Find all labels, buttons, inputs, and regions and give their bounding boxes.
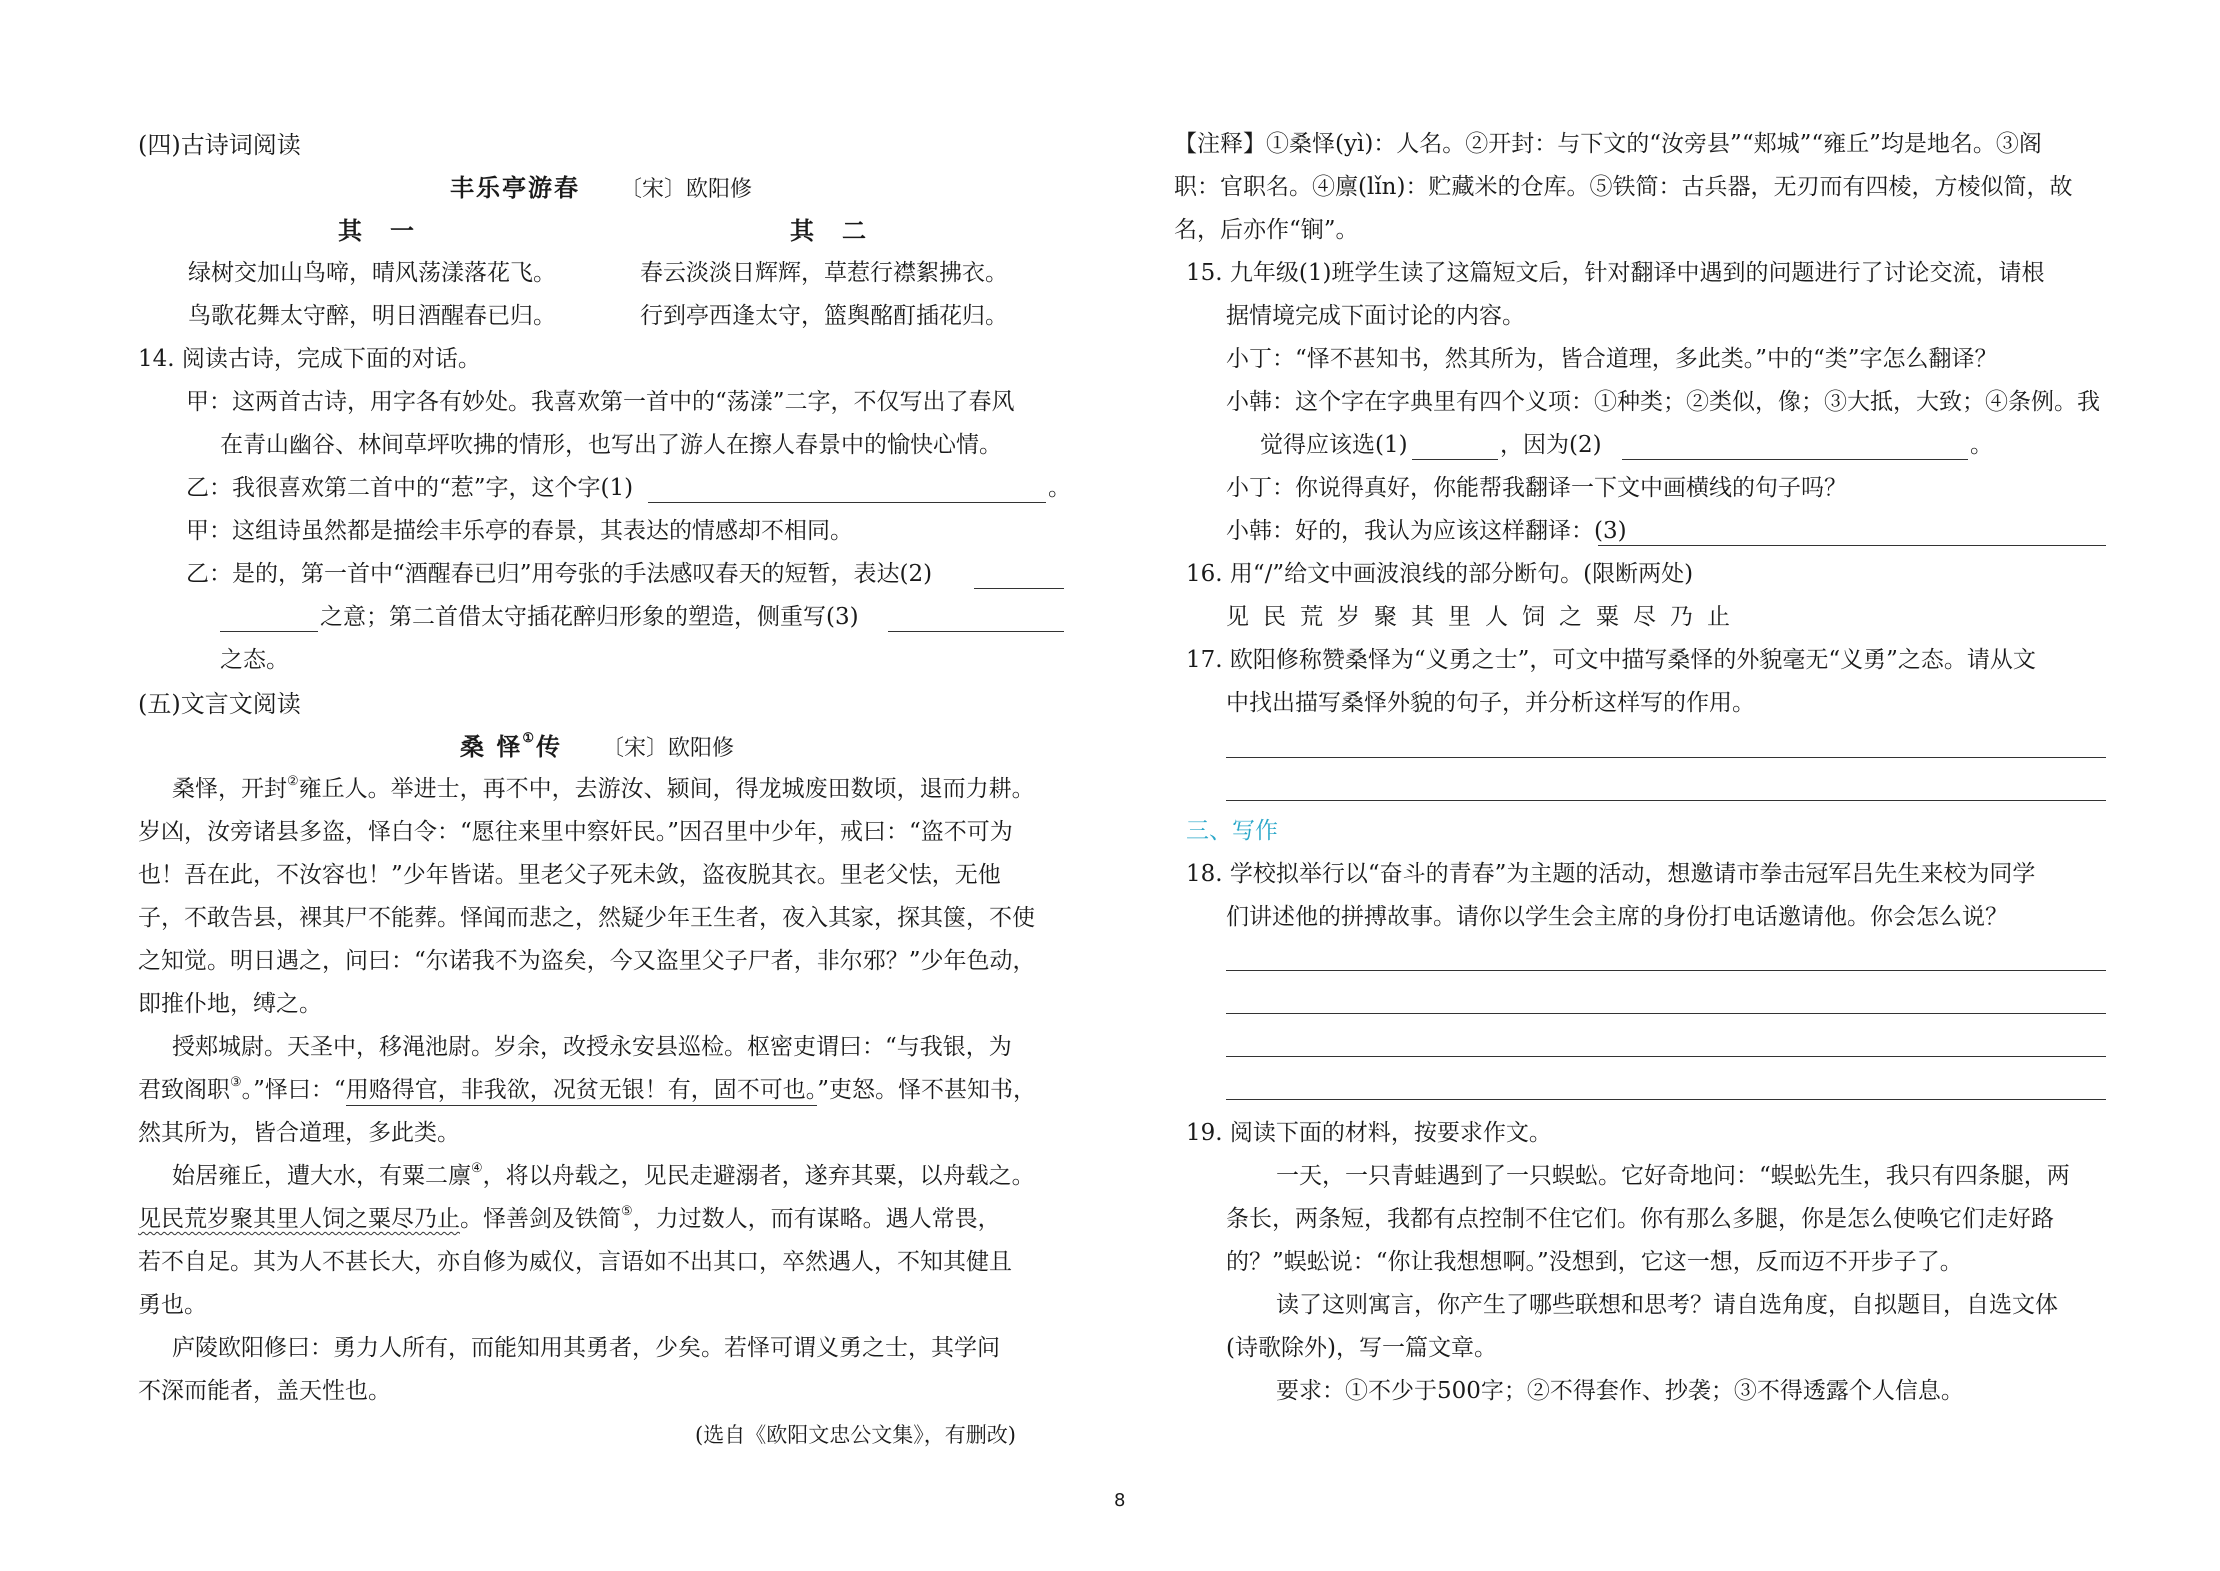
q14-line5: 乙：是的，第一首中“酒醒春已归”用夸张的手法感叹春天的短暂，表达(2)	[186, 561, 933, 587]
poem-title	[450, 173, 753, 202]
footnote-marker-5: ⑤	[621, 1204, 633, 1219]
question-17: 17. 欧阳修称赞桑怿为“义勇之士”，可文中描写桑怿的外貌毫无“义勇”之态。请从文	[1186, 647, 2036, 673]
footnote-marker-1: ①	[522, 731, 537, 746]
para1-line3: 也！吾在此，不汝容也！”少年皆诺。里老父子死未敛，盗夜脱其衣。里老父怯，无他	[138, 862, 1001, 888]
answer-blank-14-2a[interactable]	[974, 588, 1064, 589]
answer-line-18-4[interactable]	[1226, 1099, 2106, 1100]
question-19: 19. 阅读下面的材料，按要求作文。	[1186, 1120, 1552, 1146]
para3-line3: 若不自足。其为人不甚长大，亦自修为威仪，言语如不出其口，卒然遇人，不知其健且	[138, 1249, 1012, 1275]
para1-line1-b: 雍丘人。举进士，再不中，去游汝、颍间，得龙城废田数顷，退而力耕。	[298, 776, 1035, 802]
prose-title-a: 桑 怿	[460, 732, 523, 761]
q14-line3: 乙：我很喜欢第二首中的“惹”字，这个字(1)	[186, 475, 634, 501]
q17-line2: 中找出描写桑怿外貌的句子，并分析这样写的作用。	[1226, 690, 1755, 716]
q16-sentence: 见民荒岁聚其里人饲之粟尽乃止	[1226, 604, 1744, 630]
q18-line2: 们讲述他的拼搏故事。请你以学生会主席的身份打电话邀请他。你会怎么说？	[1226, 904, 2008, 930]
q15-line5b: ，因为(2)	[1500, 432, 1602, 458]
poem1-heading: 其 一	[338, 216, 416, 245]
answer-blank-14-1[interactable]	[648, 502, 1046, 503]
annotation-line2: 职：官职名。④廪(lǐn)：贮藏米的仓库。⑤铁简：古兵器，无刃而有四棱，方棱似简，故	[1174, 174, 2073, 200]
para3-line1-b: ，将以舟载之，见民走避溺者，遂弃其粟，以舟载之。	[482, 1163, 1035, 1189]
section-heading-writing: 三、写作	[1186, 818, 1278, 844]
question-15: 15. 九年级(1)班学生读了这篇短文后，针对翻译中遇到的问题进行了讨论交流，请根	[1186, 260, 2045, 286]
q15-line6: 小丁：你说得真好，你能帮我翻译一下文中画横线的句子吗？	[1226, 475, 1847, 501]
question-18: 18. 学校拟举行以“奋斗的青春”为主题的活动，想邀请市拳击冠军吕先生来校为同学	[1186, 861, 2036, 887]
footnote-marker-3: ③	[230, 1075, 242, 1090]
answer-line-17-1[interactable]	[1226, 757, 2106, 758]
q15-line2: 据情境完成下面讨论的内容。	[1226, 303, 1525, 329]
q14-line2: 在青山幽谷、林间草坪吹拂的情形，也写出了游人在擦人春景中的愉快心情。	[220, 432, 1002, 458]
footnote-marker-2: ②	[287, 774, 299, 789]
poem2-line2: 行到亭西逢太守，篮舆酩酊插花归。	[640, 303, 1008, 329]
answer-line-17-2[interactable]	[1226, 800, 2106, 801]
poem-author: 〔宋〕欧阳修	[620, 177, 753, 202]
poem1-line2: 鸟歌花舞太守醉，明日酒醒春已归。	[188, 303, 556, 329]
q19-line2: 一天，一只青蛙遇到了一只蜈蚣。它好奇地问：“蜈蚣先生，我只有四条腿，两	[1276, 1163, 2070, 1189]
q15-line4: 小韩：这个字在字典里有四个义项：①种类；②类似，像；③大抵，大致；④条例。我	[1226, 389, 2100, 415]
footnote-marker-4: ④	[471, 1161, 483, 1176]
wavy-underlined-sentence: 见民荒岁聚其里人饲之粟尽乃止	[138, 1206, 460, 1232]
para4-line2: 不深而能者，盖天性也。	[138, 1378, 391, 1404]
annotation-line1: 【注释】①桑怿(yì)：人名。②开封：与下文的“汝旁县”“郏城”“雍丘”均是地名。③阁	[1174, 131, 2042, 157]
q15-line7: 小韩：好的，我认为应该这样翻译：(3)	[1226, 518, 1627, 544]
q14-line4: 甲：这组诗虽然都是描绘丰乐亭的春景，其表达的情感却不相同。	[186, 518, 853, 544]
para1-line2: 岁凶，汝旁诸县多盗，怿白令：“愿往来里中察奸民。”因召里中少年，戒曰：“盗不可为	[138, 819, 1013, 845]
q14-line6: 之意；第二首借太守插花醉归形象的塑造，侧重写(3)	[320, 604, 859, 630]
q14-line7: 之态。	[220, 647, 289, 673]
para2-line1: 授郏城尉。天圣中，移渑池尉。岁余，改授永安县巡检。枢密吏谓曰：“与我银，为	[172, 1034, 1012, 1060]
q19-line3: 条长，两条短，我都有点控制不住它们。你有那么多腿，你是怎么使唤它们走好路	[1226, 1206, 2054, 1232]
answer-blank-15-3[interactable]	[1598, 545, 2106, 546]
answer-line-18-3[interactable]	[1226, 1056, 2106, 1057]
para1-line6: 即推仆地，缚之。	[138, 991, 322, 1017]
para3-line1-a: 始居雍丘，遭大水，有粟二廪	[172, 1163, 471, 1189]
para1-line1	[172, 774, 1035, 802]
para3-line2-b: 。怿善剑及铁简	[460, 1206, 621, 1232]
section-heading-classical: (五)文言文阅读	[138, 690, 301, 718]
para2-line2-a: 君致阁职	[138, 1077, 230, 1103]
answer-blank-14-2b[interactable]	[220, 631, 318, 632]
page-number: 8	[1114, 1490, 1126, 1511]
q19-line5: 读了这则寓言，你产生了哪些联想和思考？请自选角度，自拟题目，自选文体	[1276, 1292, 2058, 1318]
answer-blank-15-2[interactable]	[1622, 459, 1968, 460]
annotation-line3: 名，后亦作“锏”。	[1174, 217, 1359, 243]
para1-line5: 之知觉。明日遇之，问曰：“尔诺我不为盗矣，今又盗里父子尸者，非尔邪？”少年色动，	[138, 948, 1036, 974]
para2-line2-b: 。”怿曰：“	[241, 1077, 346, 1103]
answer-line-18-2[interactable]	[1226, 1013, 2106, 1014]
section-heading-poetry: (四)古诗词阅读	[138, 131, 301, 159]
underlined-sentence: 用赂得官，非我欲，况贫无银！有，固不可也。	[346, 1077, 818, 1106]
para4-line1: 庐陵欧阳修曰：勇力人所有，而能知用其勇者，少矣。若怿可谓义勇之士，其学问	[172, 1335, 1000, 1361]
answer-line-18-1[interactable]	[1226, 970, 2106, 971]
para1-line1-a: 桑怿，开封	[172, 776, 287, 802]
answer-blank-14-3[interactable]	[888, 631, 1064, 632]
question-14: 14. 阅读古诗，完成下面的对话。	[138, 346, 481, 372]
poem-title-text: 丰乐亭游春	[450, 173, 580, 202]
prose-title-b: 传	[536, 732, 563, 761]
q15-line5a: 觉得应该选(1)	[1260, 432, 1408, 458]
q19-requirements: 要求：①不少于500字；②不得套作、抄袭；③不得透露个人信息。	[1276, 1378, 1964, 1404]
q14-line1: 甲：这两首古诗，用字各有妙处。我喜欢第一首中的“荡漾”二字，不仅写出了春风	[186, 389, 1015, 415]
q19-line6: (诗歌除外)，写一篇文章。	[1226, 1335, 1497, 1361]
poem2-line1: 春云淡淡日辉辉，草惹行襟絮拂衣。	[640, 260, 1008, 286]
prose-title	[460, 731, 735, 761]
q15-line3: 小丁：“怿不甚知书，然其所为，皆合道理，多此类。”中的“类”字怎么翻译？	[1226, 346, 1998, 372]
para1-line4: 子，不敢告县，裸其尸不能葬。怿闻而悲之，然疑少年王生者，夜入其家，探其箧，不使	[138, 905, 1035, 931]
para3-line2-c: ，力过数人，而有谋略。遇人常畏，	[632, 1206, 1001, 1232]
question-16: 16. 用“/”给文中画波浪线的部分断句。(限断两处)	[1186, 561, 1694, 587]
q14-line3-end: 。	[1048, 475, 1071, 501]
q15-line5c: 。	[1970, 432, 1993, 458]
poem2-heading: 其 二	[790, 216, 868, 245]
para2-line3: 然其所为，皆合道理，多此类。	[138, 1120, 460, 1146]
para3-line1	[172, 1161, 1035, 1189]
para2-line2	[138, 1075, 1036, 1103]
answer-blank-15-1[interactable]	[1412, 459, 1498, 460]
para3-line2	[138, 1204, 1001, 1232]
q19-line4: 的？”蜈蚣说：“你让我想想啊。”没想到，它这一想，反而迈不开步子了。	[1226, 1249, 1963, 1275]
para2-line2-c: ”吏怒。怿不甚知书，	[817, 1077, 1036, 1103]
poem1-line1: 绿树交加山鸟啼，晴风荡漾落花飞。	[188, 260, 556, 286]
prose-author: 〔宋〕欧阳修	[602, 736, 735, 761]
para3-line4: 勇也。	[138, 1292, 207, 1318]
source-citation: (选自《欧阳文忠公文集》，有删改)	[695, 1423, 1016, 1447]
